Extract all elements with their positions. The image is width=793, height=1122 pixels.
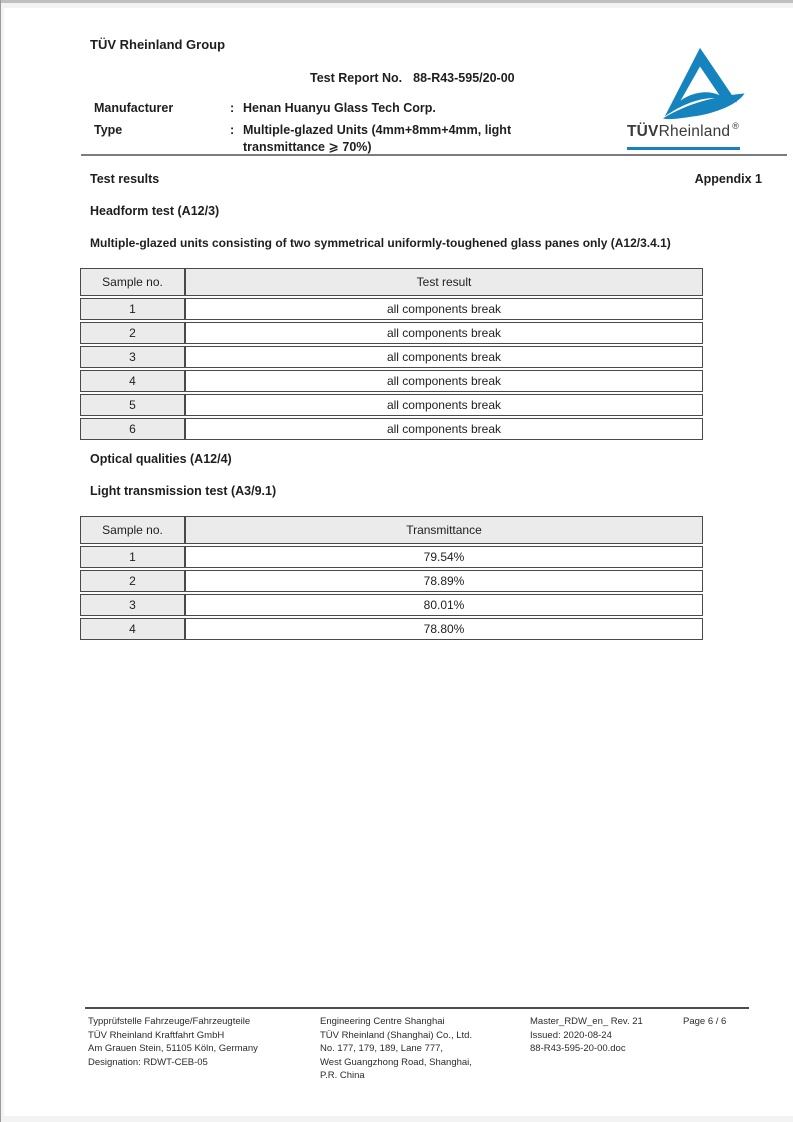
footer-address-shanghai: [320, 1015, 532, 1083]
table-header-row: [80, 516, 703, 544]
report-number-value: 88-R43-595/20-00: [413, 71, 515, 85]
report-number-label: Test Report No.: [310, 71, 403, 85]
sample-no-cell: 4: [80, 618, 185, 640]
sample-no-cell: 3: [80, 594, 185, 616]
table-header-row: [80, 268, 703, 296]
footer-line: Issued: 2020-08-24: [530, 1029, 612, 1041]
sample-no-cell: 1: [80, 298, 185, 320]
footer-page-number: [683, 1015, 726, 1029]
table-row: [80, 618, 703, 640]
headform-results-table: [80, 266, 703, 442]
test-results-heading: Test results: [90, 172, 160, 186]
table-row: [80, 322, 703, 344]
footer-address-germany: [88, 1015, 320, 1069]
column-header: Transmittance: [185, 516, 703, 544]
header-divider: [81, 154, 787, 156]
headform-subtitle: Multiple-glazed units consisting of two symmetrical uniformly-toughened glass panes only (A12/3.4.1): [90, 236, 671, 250]
logo-underline: [627, 147, 740, 150]
footer-line: TÜV Rheinland Kraftfahrt GmbH: [88, 1029, 225, 1041]
result-cell: 79.54%: [185, 546, 703, 568]
table-row: [80, 298, 703, 320]
page-frame-top: [0, 0, 793, 3]
sample-no-cell: 3: [80, 346, 185, 368]
headform-table-container: [80, 266, 703, 442]
sample-no-cell: 2: [80, 570, 185, 592]
table-row: [80, 546, 703, 568]
result-cell: all components break: [185, 322, 703, 344]
tuv-triangle-icon: [653, 47, 747, 123]
footer-divider: [85, 1007, 749, 1009]
sample-no-cell: 5: [80, 394, 185, 416]
result-cell: all components break: [185, 346, 703, 368]
footer-document-info: [530, 1015, 692, 1056]
registered-mark: ®: [732, 121, 740, 131]
footer-line: Engineering Centre Shanghai: [320, 1016, 445, 1027]
table-row: [80, 594, 703, 616]
separator: :: [230, 123, 235, 137]
footer-line: 88-R43-595-20-00.doc: [530, 1043, 626, 1054]
appendix-label: Appendix 1: [694, 172, 762, 186]
result-cell: 78.89%: [185, 570, 703, 592]
manufacturer-row: [94, 100, 545, 117]
footer-line: No. 177, 179, 189, Lane 777,: [320, 1043, 444, 1054]
manufacturer-label: Manufacturer: [94, 101, 174, 115]
report-number-line: [310, 71, 515, 85]
table-row: [80, 418, 703, 440]
transmission-table-container: [80, 514, 703, 642]
light-transmission-heading: Light transmission test (A3/9.1): [90, 484, 277, 498]
column-header: Test result: [185, 268, 703, 296]
footer-line: Page 6 / 6: [683, 1016, 727, 1027]
wordmark-bold: TÜV: [627, 123, 659, 140]
table-row: [80, 370, 703, 392]
separator: :: [230, 101, 235, 115]
page-frame-left: [0, 0, 1, 1122]
result-cell: 80.01%: [185, 594, 703, 616]
tuv-rheinland-logo: [625, 45, 757, 160]
footer-line: Typprüfstelle Fahrzeuge/Fahrzeugteile: [88, 1016, 251, 1027]
type-row: [94, 122, 545, 156]
result-cell: 78.80%: [185, 618, 703, 640]
result-cell: all components break: [185, 394, 703, 416]
table-row: [80, 570, 703, 592]
table-row: [80, 394, 703, 416]
footer-line: TÜV Rheinland (Shanghai) Co., Ltd.: [320, 1029, 473, 1041]
table-row: [80, 346, 703, 368]
type-value: Multiple-glazed Units (4mm+8mm+4mm, light transmittance ⩾ 70%): [243, 123, 512, 154]
headform-test-heading: Headform test (A12/3): [90, 204, 220, 218]
result-cell: all components break: [185, 370, 703, 392]
sample-no-cell: 4: [80, 370, 185, 392]
sample-no-cell: 1: [80, 546, 185, 568]
wordmark-rest: Rheinland: [658, 123, 731, 140]
column-header: Sample no.: [80, 268, 185, 296]
sample-no-cell: 6: [80, 418, 185, 440]
footer-line: P.R. China: [320, 1070, 365, 1081]
manufacturer-value: Henan Huanyu Glass Tech Corp.: [243, 101, 436, 115]
footer-line: Master_RDW_en_ Rev. 21: [530, 1016, 643, 1027]
report-page: [4, 8, 793, 1116]
footer-line: Am Grauen Stein, 51105 Köln, Germany: [88, 1043, 258, 1054]
column-header: Sample no.: [80, 516, 185, 544]
type-label: Type: [94, 123, 123, 137]
tuv-wordmark: [627, 121, 740, 141]
footer-line: Designation: RDWT-CEB-05: [88, 1056, 208, 1068]
optical-qualities-heading: Optical qualities (A12/4): [90, 452, 232, 466]
result-cell: all components break: [185, 298, 703, 320]
transmittance-table: [80, 514, 703, 642]
footer-line: West Guangzhong Road, Shanghai,: [320, 1056, 472, 1068]
sample-no-cell: 2: [80, 322, 185, 344]
results-appendix-row: [90, 172, 762, 186]
company-title: TÜV Rheinland Group: [90, 37, 226, 52]
result-cell: all components break: [185, 418, 703, 440]
